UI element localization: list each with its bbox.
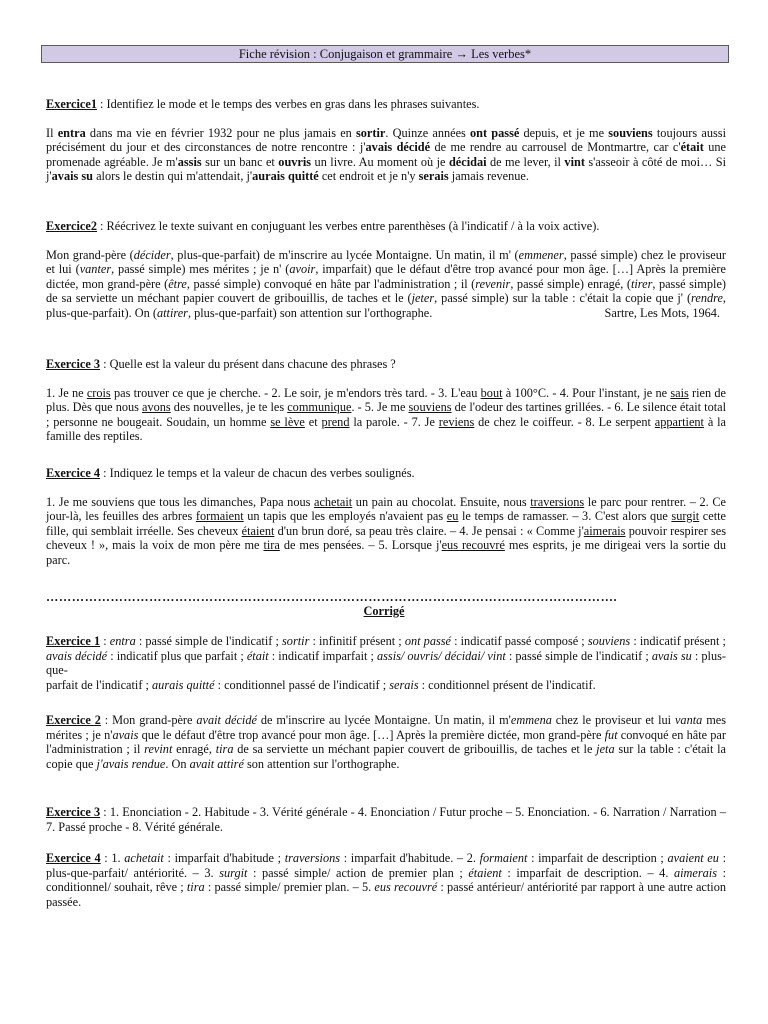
correction-3-text: : 1. Enonciation - 2. Habitude - 3. Vérité générale - 4. Enonciation / Futur proche – 5. Enonciation. - 6. Narration / Narration – 7. Passé proche - 8. Vérité générale. [46, 805, 726, 834]
correction-1: Exercice 1 : entra : passé simple de l'indicatif ; sortir : infinitif présent ; ont passé : indicatif passé composé ; souviens : indicatif présent ; avais décidé : indicatif plus que parfait ; était : indicatif imparfait ; assis/ ouvris/ décidai/ vint : passé simple de l'indicatif ; avais su : plus-que- parfait de l'indicatif ; aurais quitté : conditionnel passé de l'indicatif ; serais : conditionnel présent de l'indicatif. [46, 634, 726, 692]
exercise-1-instruction: : Identifiez le mode et le temps des verbes en gras dans les phrases suivantes. [96, 97, 480, 111]
exercise-4-instruction: : Indiquez le temps et la valeur de chacun des verbes soulignés. [100, 466, 415, 480]
exercise-4-heading: Exercice 4 [46, 466, 101, 480]
correction-2: Exercice 2 : Mon grand-père avait décidé de m'inscrire au lycée Montaigne. Un matin, il m'emmena chez le proviseur et lui vanta mes mérites ; je n'avais que le défaut d'être trop avancé pour mon âge. […] Après la première dictée, mon grand-père fut convoqué en hâte par l'administration ; il revint enragé, tira de sa serviette un méchant papier couvert de gribouillis, de taches et le jeta sur la table : c'était la copie que j'avais rendue. On avait attiré son attention sur l'orthographe. [46, 713, 727, 771]
exercise-4-text: 1. Je me souviens que tous les dimanches, Papa nous achetait un pain au chocolat. Ensuite, nous traversions le parc pour rentrer. – 2. Ce jour-là, les feuilles des arbres formaient un tapis que les employés n'avaient pas eu le temps de ramasser. – 3. C'est alors que surgit cette fille, qui semblait irréelle. Ses cheveux étaient d'un brun doré, sa peau très claire. – 4. Je pensai : « Comme j'aimerais pouvoir respirer ses cheveux ! », mais la voix de mon père me tira de mes pensées. – 5. Lorsque j'eus recouvré mes esprits, je me dirigeai vers la sortie du parc. [46, 494, 727, 567]
exercise-3-text: 1. Je ne crois pas trouver ce que je cherche. - 2. Le soir, je m'endors très tard. - 3. L'eau bout à 100°C. - 4. Pour l'instant, je ne sais rien de plus. Dès que nous avons des nouvelles, je te les communique. - 5. Je me souviens de l'odeur des tartines grillées. - 6. Le silence était total ; personne ne bougeait. Soudain, un homme se lève et prend la parole. - 7. Je reviens de chez le coiffeur. - 8. Le serpent appartient à la famille des reptiles. [46, 385, 727, 443]
exercise-2-text: Mon grand-père (décider, plus-que-parfait) de m'inscrire au lycée Montaigne. Un matin, il m' (emmener, passé simple) chez le proviseur et lui (vanter, passé simple) mes mérites ; je n' (avoir, imparfait) que le défaut d'être trop avancé pour mon âge. […] Après la première dictée, mon grand-père (être, passé simple) convoqué en hâte par l'administration ; il (revenir, passé simple) enragé, (tirer, passé simple) de sa serviette un méchant papier couvert de gribouillis, de taches et le (jeter, passé simple) sur la table : c'était la copie que j' (rendre, plus-que-parfait). On (attirer, plus-que-parfait) son attention sur l'orthographe. Sartre, Les Mots, 1964. [46, 247, 726, 320]
page-title: Fiche révision : Conjugaison et grammaire → Les verbes* [41, 45, 729, 63]
exercise-2-source: Sartre, Les Mots, 1964. [604, 305, 720, 320]
exercise-1-heading: Exercice1 [46, 97, 97, 111]
corrige-title: Corrigé [363, 604, 405, 618]
exercise-2 [46, 219, 726, 320]
exercise-4 [46, 466, 726, 567]
correction-3-heading: Exercice 3 [46, 805, 101, 819]
correction-4-heading: Exercice 4 [46, 851, 101, 865]
exercise-2-heading: Exercice2 [46, 219, 97, 233]
correction-4: Exercice 4 : 1. achetait : imparfait d'habitude ; traversions : imparfait d'habitude. – 2. formaient : imparfait de description ; avaient eu : plus-que-parfait/ antériorité. – 3. surgit : passé simple/ action de premier plan ; étaient : imparfait de description. – 4. aimerais : conditionnel/ souhait, rêve ; tira : passé simple/ premier plan. – 5. eus recouvré : passé antérieur/ antériorité par rapport à une autre action passée. [46, 851, 727, 909]
exercise-3 [46, 357, 726, 444]
correction-2-heading: Exercice 2 [46, 713, 101, 727]
correction-3 [46, 805, 726, 834]
exercise-2-instruction: : Réécrivez le texte suivant en conjuguant les verbes entre parenthèses (à l'indicatif / à la voix active). [96, 219, 600, 233]
exercise-1 [46, 97, 726, 184]
correction-1-heading: Exercice 1 [46, 634, 101, 648]
exercise-1-text: Il entra dans ma vie en février 1932 pour ne plus jamais en sortir. Quinze années ont passé depuis, et je me souviens toujours aussi précisément du jour et des circonstances de notre rencontre : j'avais décidé de me rendre au carrousel de Montmartre, car c'était une promenade agréable. Je m'assis sur un banc et ouvris un livre. Au moment où je décidai de me lever, il vint s'asseoir à côté de moi… Si j'avais su alors le destin qui m'attendait, j'aurais quitté cet endroit et je n'y serais jamais revenue. [46, 125, 726, 183]
exercise-3-instruction: : Quelle est la valeur du présent dans chacune des phrases ? [100, 357, 396, 371]
separator: ……………………………………………………………………………………………………………………. [46, 590, 618, 604]
exercise-3-heading: Exercice 3 [46, 357, 101, 371]
